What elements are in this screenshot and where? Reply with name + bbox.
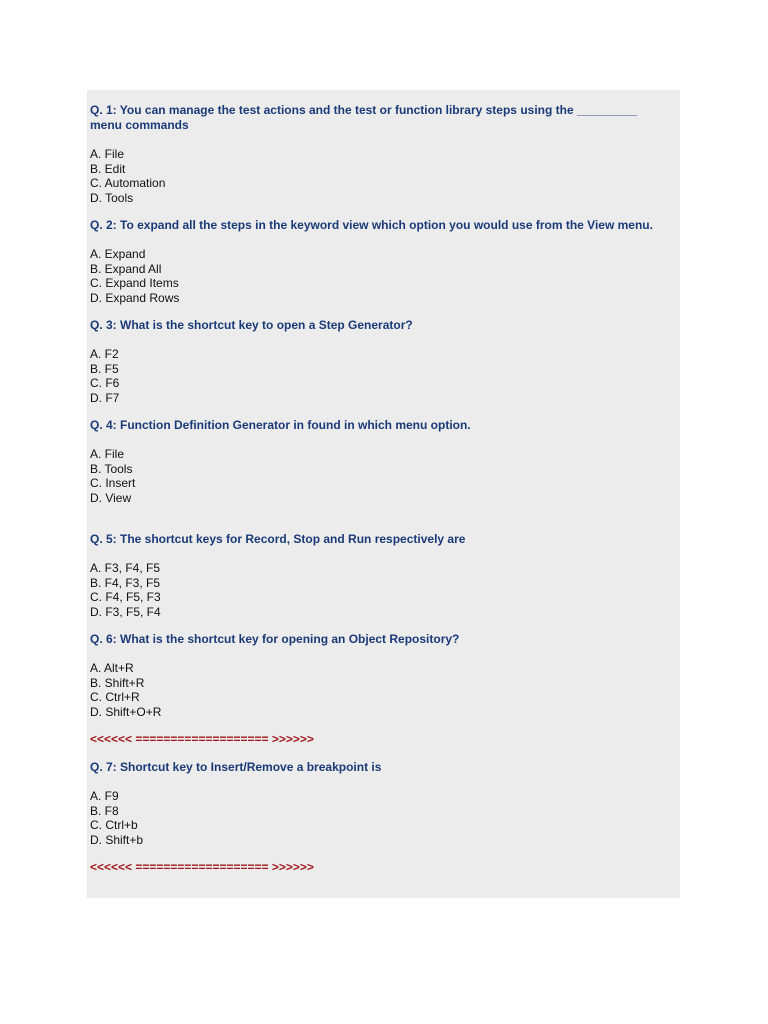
quiz-content	[90, 103, 670, 875]
option: D. Tools	[90, 190, 134, 205]
option: C. Automation	[90, 176, 166, 190]
option: C. Expand Items	[90, 276, 179, 290]
options-7	[90, 789, 670, 847]
option: C. F4, F5, F3	[90, 590, 161, 604]
question-3: Q. 3: What is the shortcut key to open a Step Generator?	[90, 318, 413, 332]
option: D. View	[90, 490, 132, 505]
options-2	[90, 247, 670, 305]
option: A. F3, F4, F5	[90, 561, 161, 575]
option: D. Expand Rows	[90, 290, 180, 305]
option: C. Ctrl+b	[90, 818, 138, 832]
option: C. Ctrl+R	[90, 690, 140, 704]
option: C. Insert	[90, 476, 136, 490]
question-1: Q. 1: You can manage the test actions and the test or function library steps using the _________ menu commands	[90, 103, 638, 132]
option: B. Edit	[90, 161, 126, 176]
question-7: Q. 7: Shortcut key to Insert/Remove a breakpoint is	[90, 760, 382, 774]
question-6: Q. 6: What is the shortcut key for opening an Object Repository?	[90, 632, 460, 646]
option: A. File	[90, 147, 125, 161]
option: B. F8	[90, 803, 119, 818]
option: B. Tools	[90, 461, 133, 476]
separator-2: <<<<<< =================== >>>>>>	[90, 860, 314, 874]
option: D. Shift+b	[90, 832, 144, 847]
options-3	[90, 347, 670, 405]
option: B. F4, F3, F5	[90, 575, 161, 590]
separator-1: <<<<<< =================== >>>>>>	[90, 732, 314, 746]
option: D. Shift+O+R	[90, 704, 162, 719]
option: D. F3, F5, F4	[90, 604, 161, 619]
option: A. File	[90, 447, 125, 461]
option: A. F9	[90, 789, 119, 803]
question-2: Q. 2: To expand all the steps in the keyword view which option you would use from the View menu.	[90, 218, 653, 232]
options-5	[90, 561, 670, 619]
option: B. Expand All	[90, 261, 162, 276]
option: A. Alt+R	[90, 661, 134, 675]
question-5: Q. 5: The shortcut keys for Record, Stop and Run respectively are	[90, 532, 466, 546]
option: A. F2	[90, 347, 119, 361]
options-1	[90, 147, 670, 205]
options-6	[90, 661, 670, 719]
options-4	[90, 447, 670, 505]
option: B. Shift+R	[90, 675, 145, 690]
option: B. F5	[90, 361, 119, 376]
option: A. Expand	[90, 247, 146, 261]
option: C. F6	[90, 376, 120, 390]
option: D. F7	[90, 390, 120, 405]
question-4: Q. 4: Function Definition Generator in found in which menu option.	[90, 418, 471, 432]
